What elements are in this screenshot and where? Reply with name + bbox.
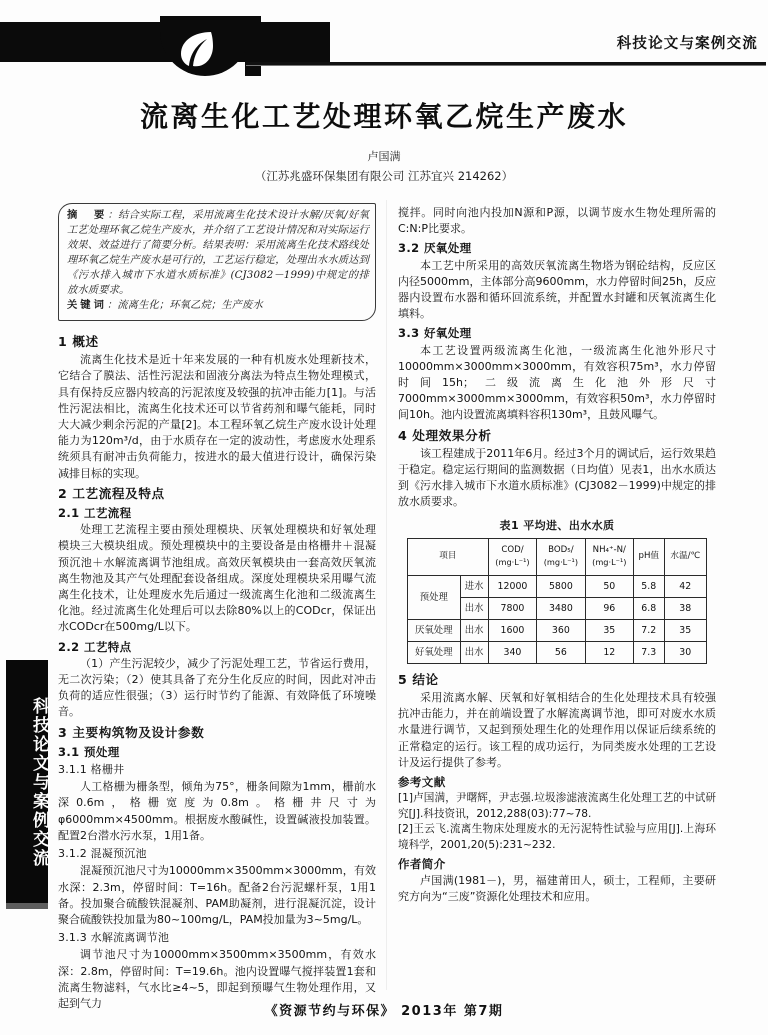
page-header bbox=[0, 22, 768, 64]
cell-temp: 38 bbox=[664, 597, 707, 619]
abstract-label: 摘 要 bbox=[67, 209, 108, 221]
paragraph-process-features: （1）产生污泥较少，减少了污泥处理工艺，节省运行费用，无二次污染；（2）使其具备了充分生化反应的时间，因此对冲击负荷的适应性很强；（3）运行时节约了能源、有效降低了环境噪音。 bbox=[58, 656, 376, 719]
page-footer: 《资源节约与环保》 2013年 第7期 bbox=[264, 1004, 504, 1019]
cell-cod: 7800 bbox=[488, 597, 536, 619]
cell-flow: 出水 bbox=[460, 597, 488, 619]
th-ph: pH值 bbox=[634, 538, 664, 575]
abstract-text: ：结合实际工程，采用流离生化技术设计水解/厌氧/好氧工艺处理环氧乙烷生产废水，并介绍了工艺设计情况和对实际运行效果、效益进行了简要分析。结果表明：采用流离生化技术路线处理环氧乙烷生产废水是可行的，工艺运行稳定，处理出水水质达到《污水排入城市下水道水质标准》(CJ3082－1999)中规定的排放水质要求。 bbox=[67, 209, 370, 296]
heading-references: 参考文献 bbox=[398, 775, 446, 790]
table-body bbox=[408, 575, 707, 663]
abstract-box bbox=[58, 203, 376, 321]
paragraph-process-flow: 处理工艺流程主要由预处理模块、厌氧处理模块和好氧处理模块三大模块组成。预处理模块中的主要设备是由格栅井＋混凝预沉池＋水解流离调节池组成。高效厌氧模块由一套高效厌氧流离生物池及其产气处理配套设备组成。深度处理模块采用曝气流离生化技术，让处理废水先后通过一级流离生化池和二级流离生化池。经过流离生化处理后可以去除80%以上的CODcr，保证出水CODcr在500mg/L以下。 bbox=[58, 523, 376, 634]
sidebar-tab-label: 科技论文与案例交流 bbox=[29, 696, 49, 868]
left-column bbox=[58, 330, 376, 1012]
table-head bbox=[408, 538, 707, 575]
cell-stage: 厌氧处理 bbox=[408, 619, 461, 641]
sidebar-tab-shadow bbox=[6, 903, 48, 909]
cell-stage: 预处理 bbox=[408, 575, 461, 619]
th-item: 项目 bbox=[408, 538, 489, 575]
paragraph-regulation-tank: 调节池尺寸为10000mm×3500mm×3500mm，有效水深：2.8m，停留时间：T=19.6h。池内设置曝气搅拌装置1套和流离生物滤料，气水比≥4~5，即起到预曝气生物处理作用，又起到气力 bbox=[58, 948, 376, 1010]
heading-4-effect-analysis: 4 处理效果分析 bbox=[398, 427, 492, 443]
heading-author-bio: 作者简介 bbox=[398, 856, 446, 871]
right-column bbox=[398, 205, 716, 906]
reference-item: [2]王云飞.流离生物床处理废水的无污泥特性试验与应用[J].上海环境科学，2001,20(5):231~232. bbox=[398, 823, 716, 851]
cell-ph: 5.8 bbox=[634, 575, 664, 597]
th-bod bbox=[537, 538, 585, 575]
heading-21-flow: 2.1 工艺流程 bbox=[58, 506, 132, 521]
water-quality-table bbox=[407, 538, 707, 664]
table-row bbox=[408, 641, 707, 663]
cell-temp: 30 bbox=[664, 641, 707, 663]
heading-5-conclusion: 5 结论 bbox=[398, 671, 439, 687]
th-temp: 水温/℃ bbox=[664, 538, 707, 575]
th-cod-name: COD/ bbox=[501, 545, 524, 556]
keywords-line bbox=[67, 298, 369, 313]
header-bar-accent bbox=[245, 16, 261, 76]
cell-stage: 好氧处理 bbox=[408, 641, 461, 663]
keywords-label: 关键词 bbox=[67, 299, 107, 312]
cell-temp: 35 bbox=[664, 619, 707, 641]
th-nh4 bbox=[585, 538, 633, 575]
article-affiliation: （江苏兆盛环保集团有限公司 江苏宜兴 214262） bbox=[254, 169, 514, 183]
paragraph-conclusion: 采用流离水解、厌氧和好氧相结合的生化处理技术具有较强抗冲击能力，并在前端设置了水解流离调节池，即可对废水水质水量进行调节，又起到预处理生化的处理作用以保证后续系统的正常稳定的运行。该工程的成功运行，为同类废水处理的工艺设计及运行提供了参考。 bbox=[398, 691, 716, 769]
heading-312-presedimentation: 3.1.2 混凝预沉池 bbox=[58, 847, 147, 861]
paragraph-author-bio: 卢国满(1981－)，男，福建莆田人，硕士，工程师，主要研究方向为“三废”资源化处理技术和应用。 bbox=[398, 874, 716, 904]
paragraph-continued: 搅拌。同时向池内投加N源和P源，以调节废水生物处理所需的C:N:P比要求。 bbox=[398, 206, 716, 236]
cell-cod: 1600 bbox=[488, 619, 536, 641]
cell-cod: 340 bbox=[488, 641, 536, 663]
table-row bbox=[408, 619, 707, 641]
th-bod-unit: (mg·L⁻¹) bbox=[543, 556, 579, 567]
th-cod bbox=[488, 538, 536, 575]
heading-3-structures: 3 主要构筑物及设计参数 bbox=[58, 724, 205, 740]
paragraph-grille: 人工格栅为栅条型，倾角为75°，栅条间隙为1mm，栅前水深0.6m，格栅宽度为0.8m。格栅井尺寸为φ6000mm×4500mm。根据废水酸碱性，设置碱液投加装置。配置2台潜水污水泵，1用1备。 bbox=[58, 780, 376, 842]
article-author: 卢国满 bbox=[367, 150, 401, 163]
article-title: 流离生化工艺处理环氧乙烷生产废水 bbox=[139, 100, 628, 133]
leaf-glyph-icon bbox=[175, 30, 215, 68]
paragraph-overview: 流离生化技术是近十年来发展的一种有机废水处理新技术，它结合了膜法、活性污泥法和固液分离法为特点生物处理模式，具有保持反应器内较高的污泥浓度及较强的抗冲击能力[1]。与活性污泥法相比，流离生化技术还可以节省药剂和曝气能耗，同时大大减少剩余污泥的产量[2]。本工程环氧乙烷生产废水设计处理能力为120m³/d，由于水质存在一定的波动性，考虑废水处理系统须具有耐冲击负荷能力，按进水的最大值进行设计，确保污染减排目标的实现。 bbox=[58, 353, 376, 480]
heading-32-anaerobic: 3.2 厌氧处理 bbox=[398, 241, 472, 256]
th-nh4-name: NH₄⁺-N/ bbox=[592, 545, 626, 556]
heading-33-aerobic: 3.3 好氧处理 bbox=[398, 326, 472, 341]
leaf-logo-icon bbox=[160, 16, 250, 76]
cell-bod: 3480 bbox=[537, 597, 585, 619]
cell-temp: 42 bbox=[664, 575, 707, 597]
heading-313-regulation-tank: 3.1.3 水解流离调节池 bbox=[58, 931, 170, 945]
heading-1-overview: 1 概述 bbox=[58, 334, 99, 349]
header-rule-thin bbox=[246, 65, 766, 66]
keywords-text: ：流离生化；环氧乙烷；生产废水 bbox=[106, 299, 263, 312]
table-row bbox=[408, 575, 707, 597]
cell-flow: 出水 bbox=[460, 641, 488, 663]
cell-bod: 56 bbox=[537, 641, 585, 663]
heading-31-pretreatment: 3.1 预处理 bbox=[58, 744, 120, 759]
th-cod-unit: (mg·L⁻¹) bbox=[495, 556, 530, 567]
cell-nh4: 12 bbox=[585, 641, 633, 663]
cell-flow: 进水 bbox=[460, 575, 488, 597]
reference-item: [1]卢国满，尹曙辉，尹志强.垃圾渗滤液流离生化处理工艺的中试研究[J].科技资讯，2012,288(03):77~78. bbox=[398, 792, 716, 820]
table-caption: 表1 平均进、出水水质 bbox=[499, 518, 615, 532]
heading-2-process: 2 工艺流程及特点 bbox=[58, 485, 165, 501]
cell-bod: 5800 bbox=[537, 575, 585, 597]
cell-nh4: 96 bbox=[585, 597, 633, 619]
paragraph-effect-analysis: 该工程建成于2011年6月。经过3个月的调试后，运行效果趋于稳定。稳定运行期间的监测数据（日均值）见表1，出水水质达到《污水排入城市下水道水质标准》(CJ3082－1999)中规定的排放水质要求。 bbox=[398, 446, 716, 509]
th-bod-name: BOD₅/ bbox=[548, 545, 574, 556]
header-section-title: 科技论文与案例交流 bbox=[616, 36, 758, 52]
table-header-row bbox=[408, 538, 707, 575]
abstract-paragraph bbox=[67, 208, 369, 297]
sidebar-section-tab bbox=[6, 660, 48, 903]
paragraph-aerobic: 本工艺设置两级流离生化池，一级流离生化池外形尺寸10000mm×3000mm×3000mm，有效容积75m³，水力停留时间15h；二级流离生化池外形尺寸7000mm×3000mm×3000mm，有效容积50m³，水力停留时间10h。池内设置流离填料容积130m³，且鼓风曝气。 bbox=[398, 343, 716, 422]
column-gutter bbox=[386, 200, 387, 990]
heading-311-grille: 3.1.1 格栅井 bbox=[58, 763, 125, 777]
paragraph-presedimentation: 混凝预沉池尺寸为10000mm×3500mm×3000mm，有效水深：2.3m，停留时间：T=16h。配备2台污泥螺杆泵，1用1备。投加聚合硫酸铁混凝剂、PAM助凝剂，进行混凝沉淀，设计聚合硫酸铁投加量为80~100mg/L，PAM投加量为3~5mg/L。 bbox=[58, 864, 376, 926]
cell-nh4: 35 bbox=[585, 619, 633, 641]
paragraph-anaerobic: 本工艺中所采用的高效厌氧流离生物塔为钢砼结构，反应区内径5000mm，主体部分高9600mm，水力停留时间25h，反应器内设置布水器和循环回流系统，并配置水封罐和厌氧流离生化填料。 bbox=[398, 258, 716, 321]
cell-ph: 7.2 bbox=[634, 619, 664, 641]
cell-nh4: 50 bbox=[585, 575, 633, 597]
cell-flow: 出水 bbox=[460, 619, 488, 641]
heading-22-features: 2.2 工艺特点 bbox=[58, 639, 132, 654]
cell-cod: 12000 bbox=[488, 575, 536, 597]
cell-bod: 360 bbox=[537, 619, 585, 641]
th-nh4-unit: (mg·L⁻¹) bbox=[592, 556, 627, 567]
cell-ph: 7.3 bbox=[634, 641, 664, 663]
cell-ph: 6.8 bbox=[634, 597, 664, 619]
